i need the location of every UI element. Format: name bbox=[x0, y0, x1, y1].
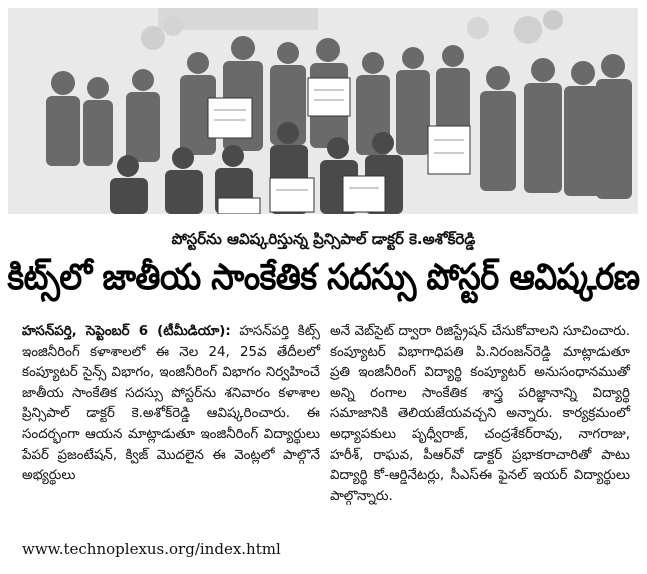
poster bbox=[218, 198, 260, 214]
website-url: www.technoplexus.org/index.html bbox=[22, 540, 281, 558]
poster bbox=[428, 126, 470, 174]
group-photo-illustration bbox=[8, 8, 638, 214]
poster bbox=[208, 98, 252, 138]
photo-caption: పోస్టర్‌ను ఆవిష్కరిస్తున్న ప్రిన్సిపాల్ డాక్టర్ కె.అశోక్‌రెడ్డి bbox=[171, 230, 476, 248]
article-column-right bbox=[330, 322, 630, 507]
poster bbox=[308, 78, 350, 116]
headline: కిట్స్‌లో జాతీయ సాంకేతిక సదస్సు పోస్టర్ ఆవిష్కరణ bbox=[7, 255, 640, 298]
article-text-right: అనే వెబ్‌సైట్ ద్వారా రిజిస్ట్రేషన్ చేసుకోవాలని సూచించారు. కంప్యూటర్ విభాగాధిపతి పి.నిరంజన్‌రెడ్డి మాట్లాడుతూ ప్రతి ఇంజినీరింగ్ విద్యార్థి కంప్యూటర్ అనుసంధానముతో అన్ని రంగాల సాంకేతిక శాస్త్ర పరిజ్ఞానాన్ని విద్యార్థి సమాజానికి తెలియజేయవచ్చని అన్నారు. కార్యక్రమంలో అధ్యాపకులు పృధ్వీరాజ్, చంద్రశేకర్‌రావు, నాగరాజు, హరీశ్, రాఘవ, పీఆర్‌వో డాక్టర్ ప్రభాకరాచారితో పాటు విద్యార్థి కో-ఆర్డినేటర్లు, సీఎస్ఈ ఫైనల్ ఇయర్ విద్యార్థులు పాల్గొన్నారు. bbox=[330, 324, 630, 504]
poster bbox=[343, 176, 385, 212]
group-photo bbox=[8, 8, 638, 214]
article-column-left bbox=[22, 322, 320, 487]
dateline: హసన్‌పర్తి, సెప్టెంబర్ 6 (టీమీడియా): bbox=[22, 324, 231, 339]
poster bbox=[270, 178, 314, 212]
article-text-left: హసన్‌పర్తి కిట్స్ ఇంజినీరింగ్ కళాశాలలో ఈ నెల 24, 25వ తేదీలలో కంప్యూటర్ సైన్స్ విభాగం, ఇంజినీరింగ్ విభాగం నిర్వహించే జాతీయ సాంకేతిక సదస్సు పోస్టర్‌ను శనివారం కళాశాల ప్రిన్సిపాల్ డాక్టర్ కె.అశోక్‌రెడ్డి ఆవిష్కరించారు. ఈ సందర్భంగా ఆయన మాట్లాడుతూ ఇంజినీరింగ్ విద్యార్థులు పేపర్ ప్రజంటేషన్, క్విజ్ మొదలైన ఈ వెంట్లలో పాల్గొనే అభ్యర్థులు bbox=[22, 324, 320, 484]
